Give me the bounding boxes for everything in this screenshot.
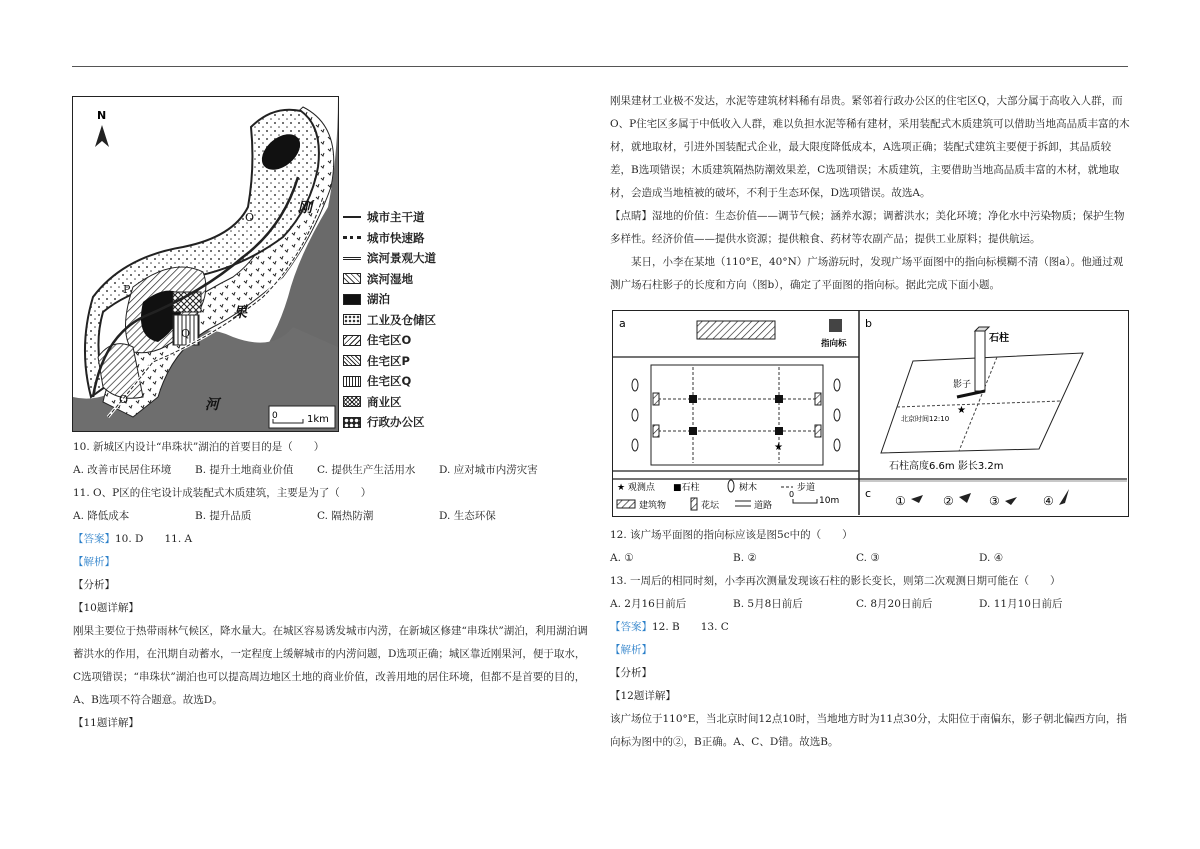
left-column <box>73 436 593 735</box>
question-10: 10. 新城区内设计“串珠状”湖泊的首要目的是（ ） <box>73 441 325 453</box>
fig-legend-flowerbed: 花坛 <box>701 501 720 511</box>
arrow-3-icon <box>1005 497 1017 505</box>
pointer-label: 指向标 <box>821 339 847 349</box>
question-13: 13. 一周后的相同时刻，小李再次测量发现该石柱的影长变长，则第二次观测日期可能在（ ） <box>610 575 1061 587</box>
option: D. ④ <box>979 552 1004 564</box>
header-rule <box>72 66 1128 67</box>
legend-item <box>343 228 436 249</box>
option: A. 改善市民居住环境 <box>73 464 172 476</box>
option: C. 提供生产生活用水 <box>317 464 416 476</box>
map-label-gang: 刚 <box>298 200 312 216</box>
commercial-symbol <box>343 396 361 407</box>
lake-symbol <box>343 294 361 305</box>
legend-label: 住宅区P <box>367 353 410 368</box>
legend-label: 滨河景观大道 <box>367 251 436 266</box>
map-label-o1: O <box>245 211 255 224</box>
map-label-p: P <box>123 283 131 296</box>
panel-c-label: c <box>865 487 872 500</box>
c-option-2: ② <box>943 494 954 508</box>
shadow-label: 影子 <box>953 380 972 390</box>
panel-b-label: b <box>865 317 872 330</box>
question-13-options <box>610 593 1130 616</box>
right-lower-column <box>610 524 1130 754</box>
pointer-symbol <box>829 319 842 332</box>
option: A. 2月16日前后 <box>610 598 687 610</box>
map-label-o2: O <box>119 393 129 406</box>
map-label-he: 河 <box>205 397 219 413</box>
figure-5 <box>612 310 1129 517</box>
svg-text:0: 0 <box>272 411 278 421</box>
legend-label: 行政办公区 <box>367 415 425 430</box>
analysis-tag: 【解析】 <box>73 556 115 568</box>
legend-label: 湖泊 <box>367 292 390 307</box>
pillar-caption: 石柱高度6.6m 影长3.2m <box>889 461 1004 472</box>
legend-label: 住宅区Q <box>367 374 412 389</box>
city-map-figure <box>72 96 339 432</box>
legend-item <box>343 412 436 433</box>
detail-12-heading: 【12题详解】 <box>610 690 676 702</box>
question-12: 12. 该广场平面图的指向标应该是图5c中的（ ） <box>610 529 853 541</box>
legend-item <box>343 289 436 310</box>
panel-a-label: a <box>619 317 626 330</box>
residential-o-symbol <box>343 335 361 346</box>
legend-label: 城市主干道 <box>367 210 425 225</box>
arrow-1-icon <box>911 495 923 503</box>
legend-label: 工业及仓储区 <box>367 312 436 327</box>
option: B. ② <box>733 552 757 564</box>
residential-q-symbol <box>343 376 361 387</box>
legend-label: 滨河湿地 <box>367 271 413 286</box>
question-11-options <box>73 505 593 528</box>
c-option-3: ③ <box>989 494 1000 508</box>
answer-text: 10. D 11. A <box>115 533 193 545</box>
detail-11-text: 刚果建材工业极不发达，水泥等建筑材料稀有昂贵。紧邻着行政办公区的住宅区Q，大部分属于高收入人群，而O、P住宅区多属于中低收入人群，难以负担水泥等稀有建材，采用装配式木质建筑可以借助当地高品质丰富的木材，就地取材，引进外国装配式企业，最大限度降低成本，A选项正确；装配式建筑主要便于拆卸，其品质较差，B选项错误；木质建筑隔热防潮效果差，C选项错误；木质建筑，主要借助当地高品质丰富的木材，就地取材，会造成当地植被的破坏，不利于生态环保，D选项错误。故选A。 <box>610 95 1130 199</box>
legend-item <box>343 351 436 372</box>
main-road-symbol <box>343 216 361 218</box>
legend-label: 城市快速路 <box>367 230 425 245</box>
detail-12-text: 该广场位于110°E，当北京时间12点10时，当地地方时为11点30分，太阳位于南偏东，影子朝北偏西方向，指向标为图中的②，B正确。A、C、D错。故选B。 <box>610 713 1127 748</box>
fig-legend-path: 步道 <box>797 483 816 493</box>
legend-item <box>343 269 436 290</box>
fig-scale-label: 10m <box>819 496 840 506</box>
legend-item <box>343 248 436 269</box>
arrow-2-icon <box>959 493 971 503</box>
option: D. 应对城市内涝灾害 <box>439 464 538 476</box>
pillar-label: 石柱 <box>989 333 1009 344</box>
c-option-4: ④ <box>1043 494 1054 508</box>
svg-text:★: ★ <box>957 405 966 416</box>
option: A. 降低成本 <box>73 510 130 522</box>
fig-legend-pillar: ■石柱 <box>673 483 700 493</box>
fig-legend-road: 道路 <box>754 501 773 511</box>
option: D. 生态环保 <box>439 510 496 522</box>
fig-legend-tree: 树木 <box>739 483 758 493</box>
option: D. 11月10日前后 <box>979 598 1063 610</box>
option: B. 5月8日前后 <box>733 598 803 610</box>
answer-line <box>73 528 593 551</box>
legend-label: 商业区 <box>367 394 402 409</box>
wetland-symbol <box>343 273 361 284</box>
map-label-guo: 果 <box>233 305 247 321</box>
detail-10-heading: 【10题详解】 <box>73 602 139 614</box>
fenxi-heading: 【分析】 <box>73 579 115 591</box>
c-option-1: ① <box>895 494 906 508</box>
option: B. 提升品质 <box>195 510 252 522</box>
legend-item <box>343 392 436 413</box>
question-12-options <box>610 547 1130 570</box>
time-label: 北京时间12:10 <box>901 415 950 423</box>
fig-legend-observe: ★ 观测点 <box>617 483 655 493</box>
fig-scale-zero: 0 <box>789 490 795 499</box>
legend-item <box>343 330 436 351</box>
industrial-symbol <box>343 314 361 325</box>
answer-text: 12. B 13. C <box>652 621 729 633</box>
arrow-4-icon <box>1059 489 1069 505</box>
question-11: 11. O、P区的住宅设计成装配式木质建筑，主要是为了（ ） <box>73 487 372 499</box>
svg-text:★: ★ <box>774 442 783 453</box>
option: C. 隔热防潮 <box>317 510 374 522</box>
figure-5-svg <box>613 311 1127 515</box>
answer-line <box>610 616 1130 639</box>
answer-tag: 【答案】 <box>610 621 652 633</box>
detail-10-text: 刚果主要位于热带雨林气候区，降水量大。在城区容易诱发城市内涝，在新城区修建“串珠状”湖泊，利用湖泊调蓄洪水的作用，在汛期自动蓄水，一定程度上缓解城市的内涝问题，D选项正确；城区靠近刚果河，便于取水，C选项错误；“串珠状”湖泊也可以提高周边地区土地的商业价值，改善用地的居住环境，但都不是首要的目的，A、B选项不符合题意。故选D。 <box>73 625 588 706</box>
legend-label: 住宅区O <box>367 333 412 348</box>
option: C. ③ <box>856 552 880 564</box>
option: A. ① <box>610 552 634 564</box>
avenue-symbol <box>343 257 361 260</box>
right-column <box>610 90 1130 297</box>
answer-tag: 【答案】 <box>73 533 115 545</box>
expressway-symbol <box>343 236 361 239</box>
analysis-tag: 【解析】 <box>610 644 652 656</box>
detail-11-heading: 【11题详解】 <box>73 717 139 729</box>
map-legend <box>343 207 436 433</box>
tip-paragraph: 【点睛】湿地的价值：生态价值——调节气候；涵养水源；调蓄洪水；美化环境；净化水中污染物质；保护生物多样性。经济价值——提供水资源；提供粮食、药材等农副产品；提供工业原料；提供航运。 <box>610 210 1125 245</box>
question-10-options <box>73 459 593 482</box>
city-map-svg <box>73 97 338 431</box>
admin-symbol <box>343 417 361 428</box>
intro-paragraph: 某日，小李在某地（110°E，40°N）广场游玩时，发现广场平面图中的指向标模糊不清（图a）。他通过观测广场石柱影子的长度和方向（图b），确定了平面图的指向标。据此完成下面小题。 <box>610 256 1124 291</box>
map-label-q: Q <box>181 327 191 340</box>
legend-item <box>343 371 436 392</box>
option: C. 8月20日前后 <box>856 598 933 610</box>
residential-p-symbol <box>343 355 361 366</box>
map-scale-label: 1km <box>307 414 329 425</box>
legend-item <box>343 310 436 331</box>
fenxi-heading: 【分析】 <box>610 667 652 679</box>
north-label: N <box>97 109 107 122</box>
legend-item <box>343 207 436 228</box>
fig-legend-building: 建筑物 <box>639 501 667 511</box>
option: B. 提升土地商业价值 <box>195 464 294 476</box>
